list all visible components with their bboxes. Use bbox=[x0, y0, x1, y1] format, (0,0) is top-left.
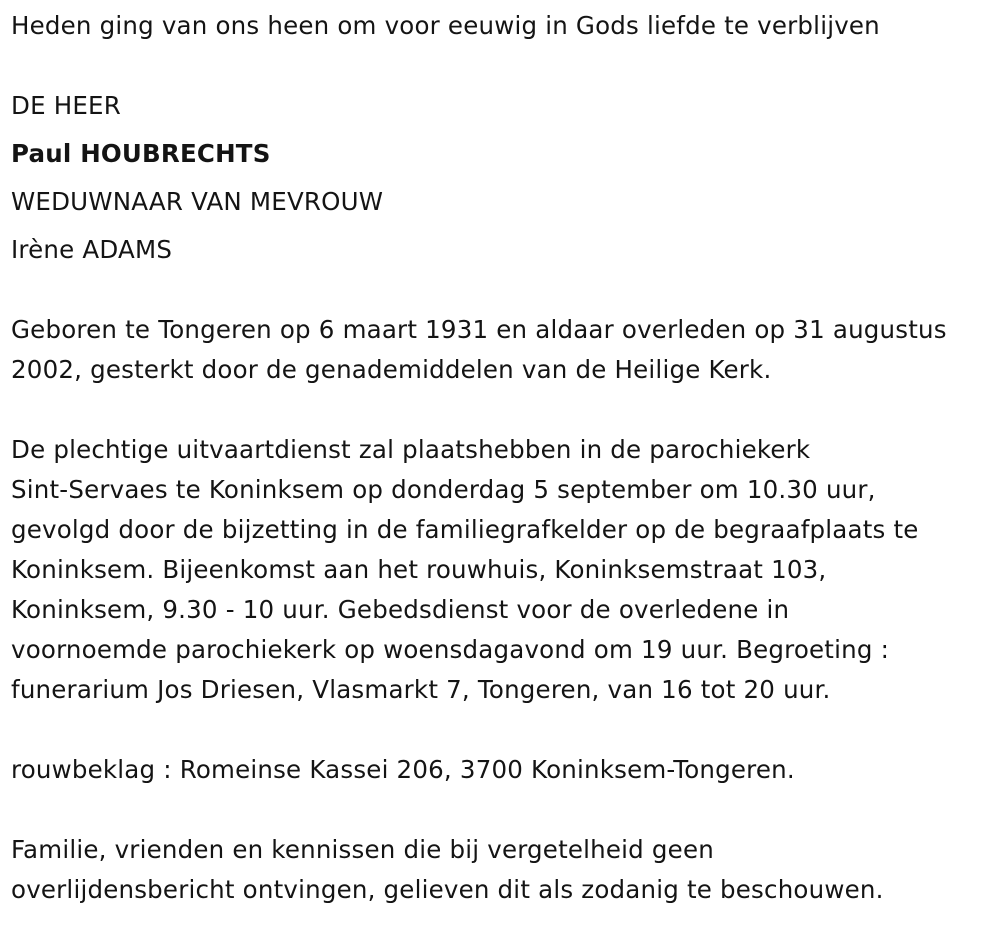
intro-text: Heden ging van ons heen om voor eeuwig in Gods liefde te verblijven bbox=[11, 11, 880, 40]
funeral-line: funerarium Jos Driesen, Vlasmarkt 7, Tongeren, van 16 tot 20 uur. bbox=[11, 675, 831, 704]
title-prefix: DE HEER bbox=[11, 91, 121, 120]
birth-death-paragraph: Geboren te Tongeren op 6 maart 1931 en aldaar overleden op 31 augustus 2002, gesterkt door de genademiddelen van de Heilige Kerk. bbox=[11, 315, 947, 384]
relation-text: WEDUWNAAR VAN MEVROUW bbox=[11, 187, 384, 216]
funeral-line: Koninksem, 9.30 - 10 uur. Gebedsdienst voor de overledene in bbox=[11, 595, 790, 624]
funeral-line: De plechtige uitvaartdienst zal plaatshebben in de parochiekerk bbox=[11, 435, 811, 464]
funeral-line: Sint-Servaes te Koninksem op donderdag 5 september om 10.30 uur, bbox=[11, 475, 876, 504]
deceased-name: Paul HOUBRECHTS bbox=[11, 139, 271, 168]
funeral-line: voornoemde parochiekerk op woensdagavond om 19 uur. Begroeting : bbox=[11, 635, 890, 664]
funeral-line: Koninksem. Bijeenkomst aan het rouwhuis, Koninksemstraat 103, bbox=[11, 555, 827, 584]
closing-line: overlijdensbericht ontvingen, gelieven dit als zodanig te beschouwen. bbox=[11, 875, 884, 904]
spouse-name: Irène ADAMS bbox=[11, 235, 173, 264]
condolence-address: rouwbeklag : Romeinse Kassei 206, 3700 Koninksem-Tongeren. bbox=[11, 755, 795, 784]
funeral-line: gevolgd door de bijzetting in de familiegrafkelder op de begraafplaats te bbox=[11, 515, 919, 544]
closing-line: Familie, vrienden en kennissen die bij vergetelheid geen bbox=[11, 835, 714, 864]
